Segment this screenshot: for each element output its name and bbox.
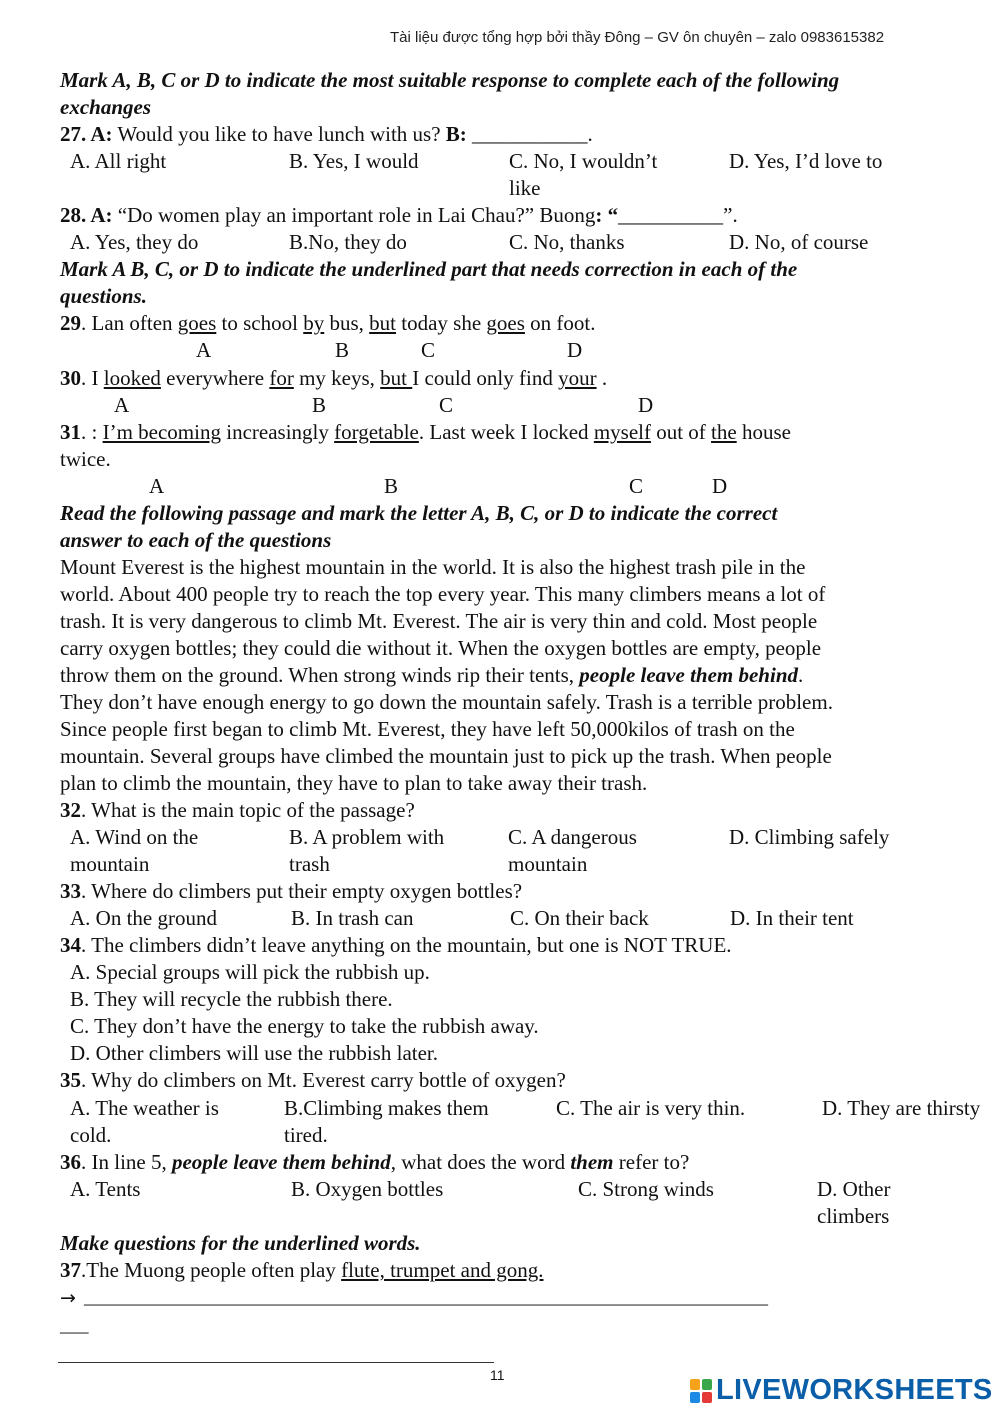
passage-line: mountain. Several groups have climbed the mountain just to pick up the trash. When people: [60, 744, 832, 768]
option-c[interactable]: C. No, I wouldn’t: [509, 149, 658, 173]
option-a[interactable]: A. On the ground: [70, 906, 217, 930]
option-c-cont: like: [509, 176, 541, 200]
passage-line: carry oxygen bottles; they could die without it. When the oxygen bottles are empty, people: [60, 636, 822, 660]
label-a[interactable]: A: [149, 474, 165, 498]
section-title: Mark A B, C, or D to indicate the underlined part that needs correction in each of the: [60, 257, 798, 281]
answer-line[interactable]: ________________________________________________________________________: [84, 1287, 768, 1308]
header-text: Tài liệu được tổng hợp bởi thầy Đông – GV ôn chuyên – zalo 0983615382: [390, 29, 885, 46]
section-title: Mark A, B, C or D to indicate the most suitable response to complete each of the following: [60, 68, 840, 92]
underlined-b: for: [269, 366, 294, 390]
label-b[interactable]: B: [335, 338, 350, 362]
passage-line: throw them on the ground. When strong winds rip their tents, people leave them behind.: [60, 663, 804, 687]
option-d[interactable]: D. Climbing safely: [729, 825, 890, 849]
question-31: 31. : I’m becoming increasingly forgetable. Last week I locked myself out of the house: [60, 420, 791, 444]
underlined-c: but: [380, 366, 413, 390]
underlined-c: but: [369, 311, 396, 335]
option-b[interactable]: B. Oxygen bottles: [291, 1177, 444, 1201]
page-number: 11: [490, 1367, 505, 1383]
underlined-b: by: [303, 311, 325, 335]
passage-line: Since people first began to climb Mt. Everest, they have left 50,000kilos of trash on the: [60, 717, 795, 741]
answer-line-cont[interactable]: ___: [60, 1315, 89, 1336]
option-b[interactable]: B. Yes, I would: [289, 149, 419, 173]
underlined-d: goes: [486, 311, 525, 335]
option-d[interactable]: D. Yes, I’d love to: [729, 149, 883, 173]
question-number: 27. A:: [60, 122, 113, 146]
label-b[interactable]: B: [384, 474, 399, 498]
option-c[interactable]: C. On their back: [510, 906, 649, 930]
question-30: 30. I looked everywhere for my keys, but I could only find your .: [60, 366, 608, 390]
section-title: Read the following passage and mark the letter A, B, C, or D to indicate the correct: [60, 501, 778, 525]
passage-line: They don’t have enough energy to go down the mountain safely. Trash is a terrible problem.: [60, 690, 833, 714]
footer-divider: [58, 1362, 494, 1363]
option-d-cont: climbers: [817, 1204, 890, 1228]
passage-line: trash. It is very dangerous to climb Mt. Everest. The air is very thin and cold. Most people: [60, 609, 818, 633]
label-d[interactable]: D: [567, 338, 583, 362]
option-b[interactable]: B.Climbing makes them: [284, 1096, 489, 1120]
option-a[interactable]: A. Wind on the: [70, 825, 199, 849]
option-c[interactable]: C. The air is very thin.: [556, 1096, 746, 1120]
liveworksheets-logo: [690, 1374, 993, 1407]
logo-text: LIVEWORKSHEETS: [716, 1374, 993, 1406]
label-c[interactable]: C: [629, 474, 644, 498]
option-c-cont: mountain: [508, 852, 588, 876]
underlined-d: the: [711, 420, 737, 444]
option-b-cont: trash: [289, 852, 330, 876]
option-a[interactable]: A. All right: [70, 149, 167, 173]
option-c[interactable]: C. A dangerous: [508, 825, 637, 849]
label-d[interactable]: D: [638, 393, 654, 417]
option-d[interactable]: D. Other climbers will use the rubbish later.: [70, 1041, 439, 1065]
option-a-cont: cold.: [70, 1123, 112, 1147]
passage-line: world. About 400 people try to reach the top every year. This many climbers means a lot of: [60, 582, 826, 606]
underlined-d: your: [558, 366, 597, 390]
question-33: 33. Where do climbers put their empty oxygen bottles?: [60, 879, 523, 903]
option-d[interactable]: D. Other: [817, 1177, 891, 1201]
option-d[interactable]: D. In their tent: [730, 906, 854, 930]
question-37: 37.The Muong people often play flute, trumpet and gong.: [60, 1258, 544, 1282]
option-b-cont: tired.: [284, 1123, 328, 1147]
option-b[interactable]: B. They will recycle the rubbish there.: [70, 987, 393, 1011]
question-34: 34. The climbers didn’t leave anything on the mountain, but one is NOT TRUE.: [60, 933, 732, 957]
option-b[interactable]: B.No, they do: [289, 230, 407, 254]
underlined-c: myself: [593, 420, 651, 444]
label-c[interactable]: C: [421, 338, 436, 362]
underlined-a: I’m becoming: [102, 420, 221, 444]
option-c[interactable]: C. No, thanks: [509, 230, 625, 254]
section-title-cont: answer to each of the questions: [60, 528, 332, 552]
option-b[interactable]: B. In trash can: [291, 906, 414, 930]
passage-line: plan to climb the mountain, they have to plan to take away their trash.: [60, 771, 648, 795]
question-32: 32. What is the main topic of the passage?: [60, 798, 415, 822]
question-27: 27. A: Would you like to have lunch with us? B: ___________.: [60, 122, 593, 146]
option-b[interactable]: B. A problem with: [289, 825, 445, 849]
logo-icon: [690, 1379, 712, 1403]
question-28: 28. A: “Do women play an important role in Lai Chau?” Buong: “__________”.: [60, 203, 738, 227]
question-35: 35. Why do climbers on Mt. Everest carry bottle of oxygen?: [60, 1068, 566, 1092]
highlighted-phrase: people leave them behind: [579, 663, 799, 687]
label-b[interactable]: B: [312, 393, 327, 417]
question-36: 36. In line 5, people leave them behind, what does the word them refer to?: [60, 1150, 690, 1174]
underlined-b: forgetable: [334, 420, 419, 444]
label-d[interactable]: D: [712, 474, 728, 498]
option-a[interactable]: A. Tents: [70, 1177, 141, 1201]
question-31-cont: twice.: [60, 447, 111, 471]
underlined-a: goes: [177, 311, 217, 335]
option-c[interactable]: C. They don’t have the energy to take the rubbish away.: [70, 1014, 539, 1038]
option-c[interactable]: C. Strong winds: [578, 1177, 714, 1201]
section-title-cont: questions.: [60, 284, 147, 308]
label-a[interactable]: A: [196, 338, 212, 362]
question-29: 29. Lan often goes to school by bus, but today she goes on foot.: [60, 311, 596, 335]
option-a[interactable]: A. Yes, they do: [70, 230, 199, 254]
section-title-cont: exchanges: [60, 95, 151, 119]
underlined-a: looked: [103, 366, 161, 390]
option-d[interactable]: D. They are thirsty: [822, 1096, 981, 1120]
section-title: Make questions for the underlined words.: [60, 1231, 421, 1255]
passage-line: Mount Everest is the highest mountain in the world. It is also the highest trash pile in the: [60, 555, 806, 579]
option-a[interactable]: A. Special groups will pick the rubbish up.: [70, 960, 430, 984]
option-a[interactable]: A. The weather is: [70, 1096, 219, 1120]
label-c[interactable]: C: [439, 393, 454, 417]
question-number: 28. A:: [60, 203, 113, 227]
option-d[interactable]: D. No, of course: [729, 230, 869, 254]
arrow-icon: →: [60, 1287, 76, 1309]
label-a[interactable]: A: [114, 393, 130, 417]
option-a-cont: mountain: [70, 852, 150, 876]
underlined-words: flute, trumpet and gong.: [341, 1258, 544, 1282]
